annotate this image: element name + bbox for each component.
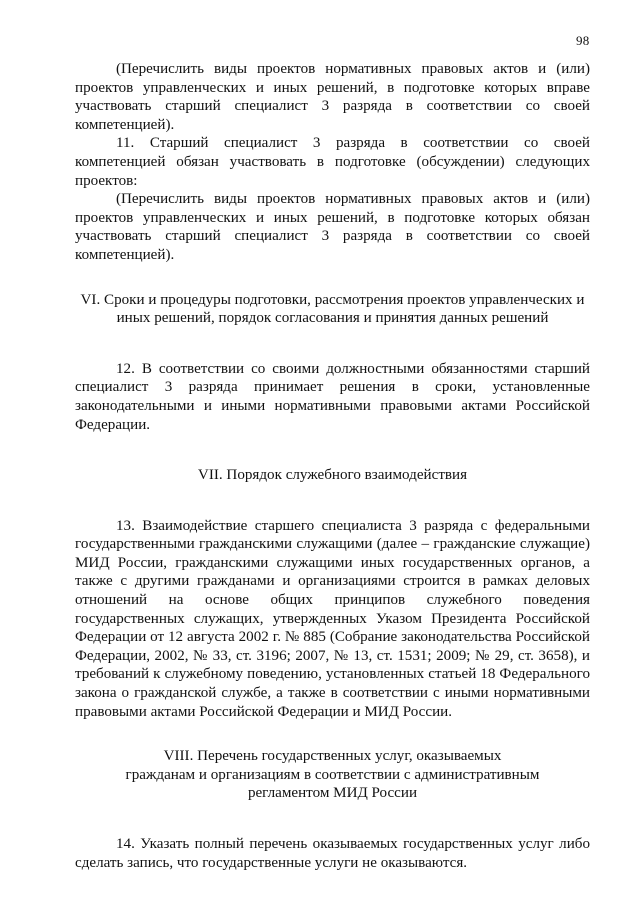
paragraph-13: 13. Взаимодействие старшего специалиста 3 разряда с федеральными государственными гражданскими служащими (далее – гражданские служащие) МИД России, гражданскими служащими иных государственных органов, а также с другими гражданами и организациями строится в рамках деловых отношений на основе общих принципов служебного поведения государственных служащих, утвержденных Указом Президента Российской Федерации от 12 августа 2002 г. № 885 (Собрание законодательства Российской Федерации, 2002, № 33, ст. 3196; 2007, № 13, ст. 1531; 2009; № 29, ст. 3658), и требований к служебному поведению, установленных статьей 18 Федерального закона о гражданской службе, а также в соответствии с иными нормативными правовыми актами Российской Федерации и МИД России. xyxy=(75,517,590,720)
paragraph-14: 14. Указать полный перечень оказываемых государственных услуг либо сделать запись, что государственные услуги не оказываются. xyxy=(75,836,590,871)
paragraph-12: 12. В соответствии со своими должностными обязанностями старший специалист 3 разряда принимает решения в сроки, установленные законодательными и иными нормативными правовыми актами Российской Федерации. xyxy=(75,360,590,433)
section-heading-viii xyxy=(75,747,590,803)
section-heading-viii-line-2: гражданам и организациям в соответствии с административным xyxy=(125,766,540,783)
document-body xyxy=(75,60,590,872)
page-number: 98 xyxy=(576,33,590,48)
paragraph-11: 11. Старший специалист 3 разряда в соответствии со своей компетенцией обязан участвовать в подготовке (обсуждении) следующих проектов: xyxy=(75,135,590,189)
paragraph-list-rights: (Перечислить виды проектов нормативных правовых актов и (или) проектов управленческих и иных решений, в подготовке которых вправе участвовать старший специалист 3 разряда в соответствии со своей компетенцией). xyxy=(75,61,590,133)
section-heading-vi: VI. Сроки и процедуры подготовки, рассмотрения проектов управленческих и иных решений, порядок согласования и принятия данных решений xyxy=(80,291,585,327)
section-heading-viii-line-1: VIII. Перечень государственных услуг, оказываемых xyxy=(163,748,502,765)
paragraph-list-duties: (Перечислить виды проектов нормативных правовых актов и (или) проектов управленческих и иных решений, в подготовке которых обязан участвовать старший специалист 3 разряда в соответствии со своей компетенцией). xyxy=(75,191,590,263)
section-heading-vii: VII. Порядок служебного взаимодействия xyxy=(197,467,468,484)
section-heading-viii-line-3: регламентом МИД России xyxy=(247,785,418,802)
